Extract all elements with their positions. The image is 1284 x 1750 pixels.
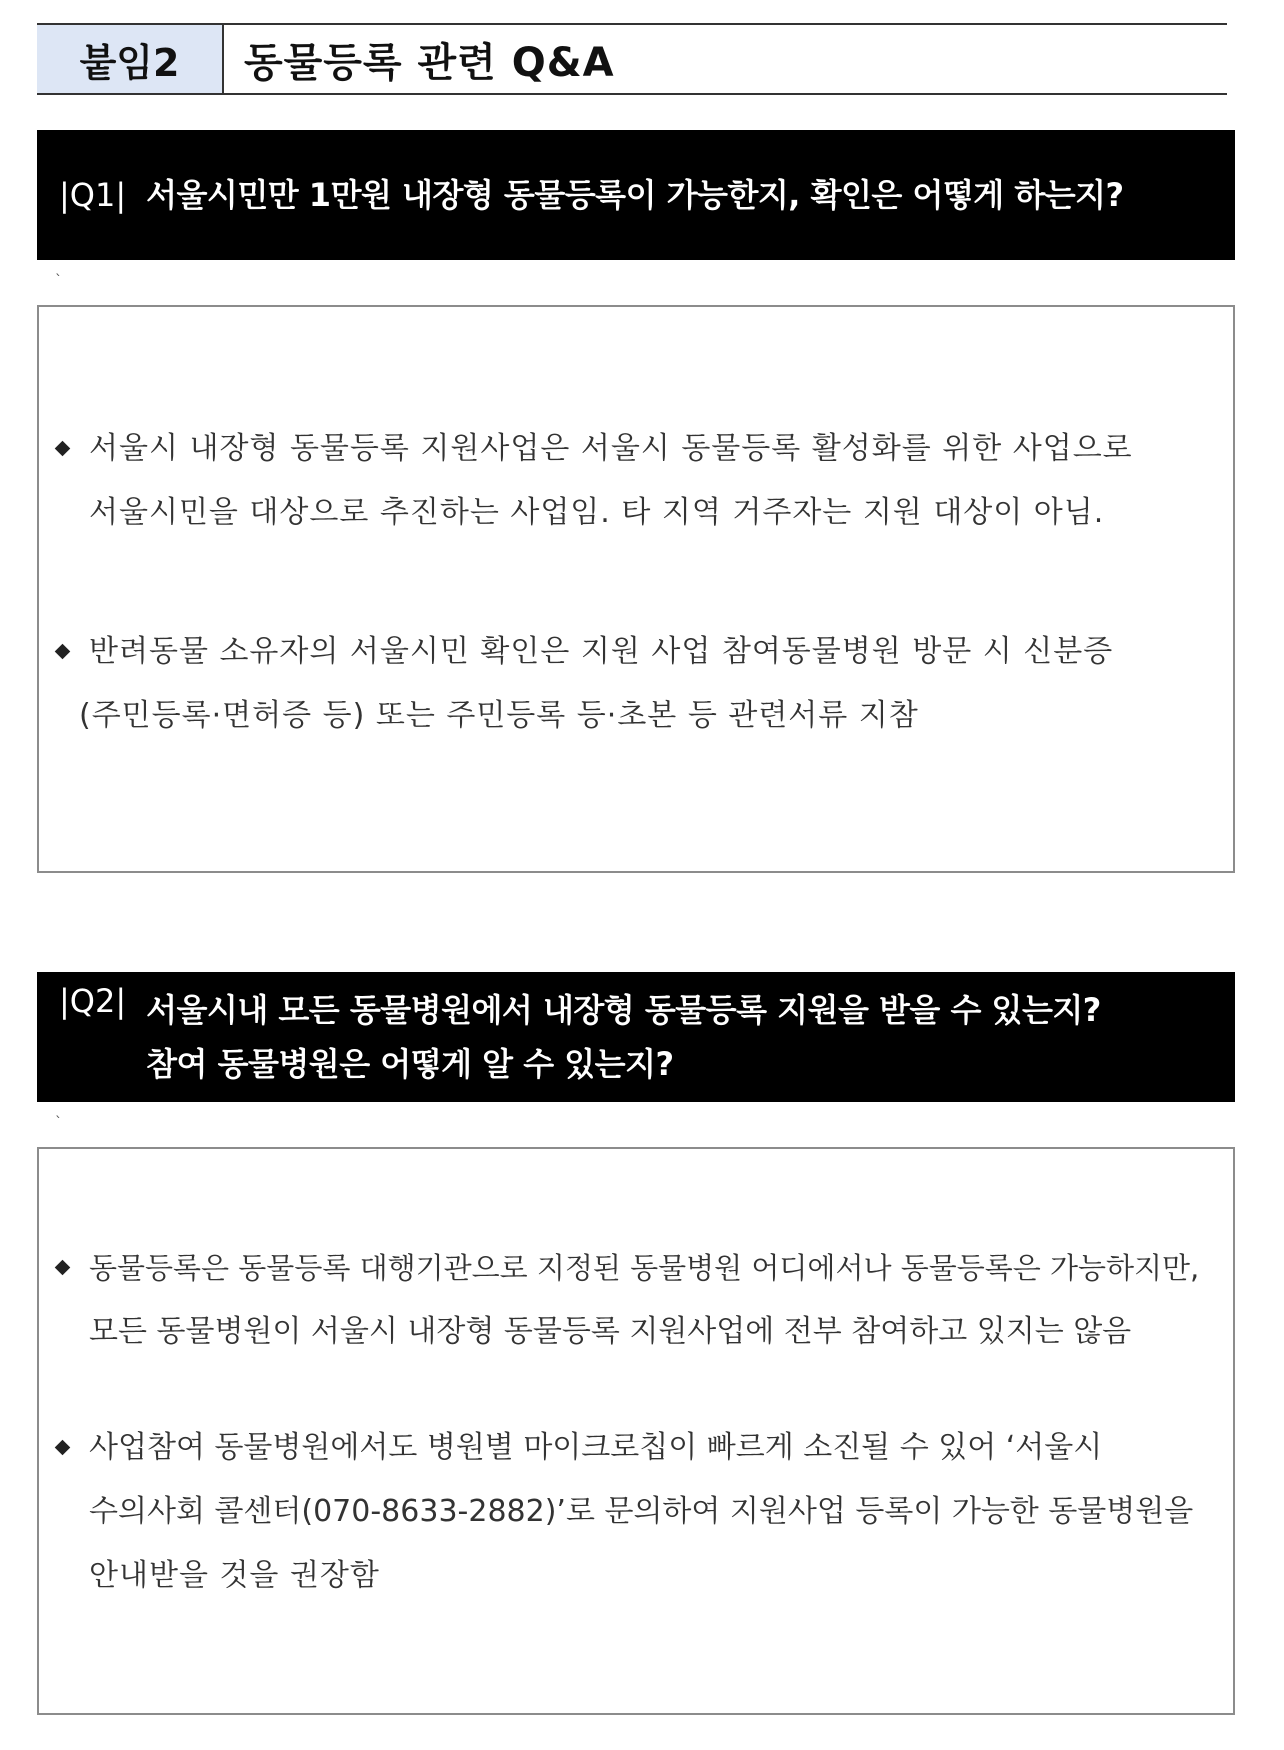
answer-2-item-2 [57, 1416, 1215, 1608]
answer-line: 서울시 내장형 동물등록 지원사업은 서울시 동물등록 활성화를 위한 사업으로 [89, 431, 1133, 466]
answer-2-item-1 [57, 1236, 1215, 1364]
question-2-tick: ` [55, 1115, 62, 1131]
page-title: 동물등록 관련 Q&A [244, 39, 615, 86]
answer-line: (주민등록·면허증 등) 또는 주민등록 등·초본 등 관련서류 지참 [79, 698, 919, 733]
question-2-bar [37, 972, 1235, 1102]
answer-line: 안내받을 것을 권장함 [89, 1558, 380, 1593]
question-1-tick: ` [55, 273, 62, 289]
answer-line: 동물등록은 동물등록 대행기관으로 지정된 동물병원 어디에서나 동물등록은 가능하지만, [89, 1251, 1200, 1285]
attachment-tag: 붙임2 [37, 25, 224, 93]
question-2-text-line-1: 서울시내 모든 동물병원에서 내장형 동물등록 지원을 받을 수 있는지? [146, 991, 1101, 1029]
question-1-bar [37, 130, 1235, 260]
question-2-label: |Q2| [59, 982, 127, 1020]
document-header [37, 23, 1227, 95]
answer-2-box [37, 1147, 1235, 1715]
answer-line: 반려동물 소유자의 서울시민 확인은 지원 사업 참여동물병원 방문 시 신분증 [89, 634, 1114, 669]
answer-line: 사업참여 동물병원에서도 병원별 마이크로칩이 빠르게 소진될 수 있어 ‘서울시 [89, 1430, 1103, 1465]
question-1-label: |Q1| [59, 176, 127, 214]
answer-1-box [37, 305, 1235, 873]
answer-line: 수의사회 콜센터(070-8633-2882)’로 문의하여 지원사업 등록이 가능한 동물병원을 [89, 1494, 1194, 1529]
question-2-text-line-2: 참여 동물병원은 어떻게 알 수 있는지? [146, 1045, 674, 1083]
answer-1-item-1 [57, 417, 1215, 545]
answer-1-item-2 [57, 620, 1215, 748]
answer-line: 서울시민을 대상으로 추진하는 사업임. 타 지역 거주자는 지원 대상이 아님. [89, 495, 1105, 530]
question-1-text: 서울시민만 1만원 내장형 동물등록이 가능한지, 확인은 어떻게 하는지? [146, 176, 1124, 214]
answer-line: 모든 동물병원이 서울시 내장형 동물등록 지원사업에 전부 참여하고 있지는 않음 [89, 1314, 1132, 1349]
